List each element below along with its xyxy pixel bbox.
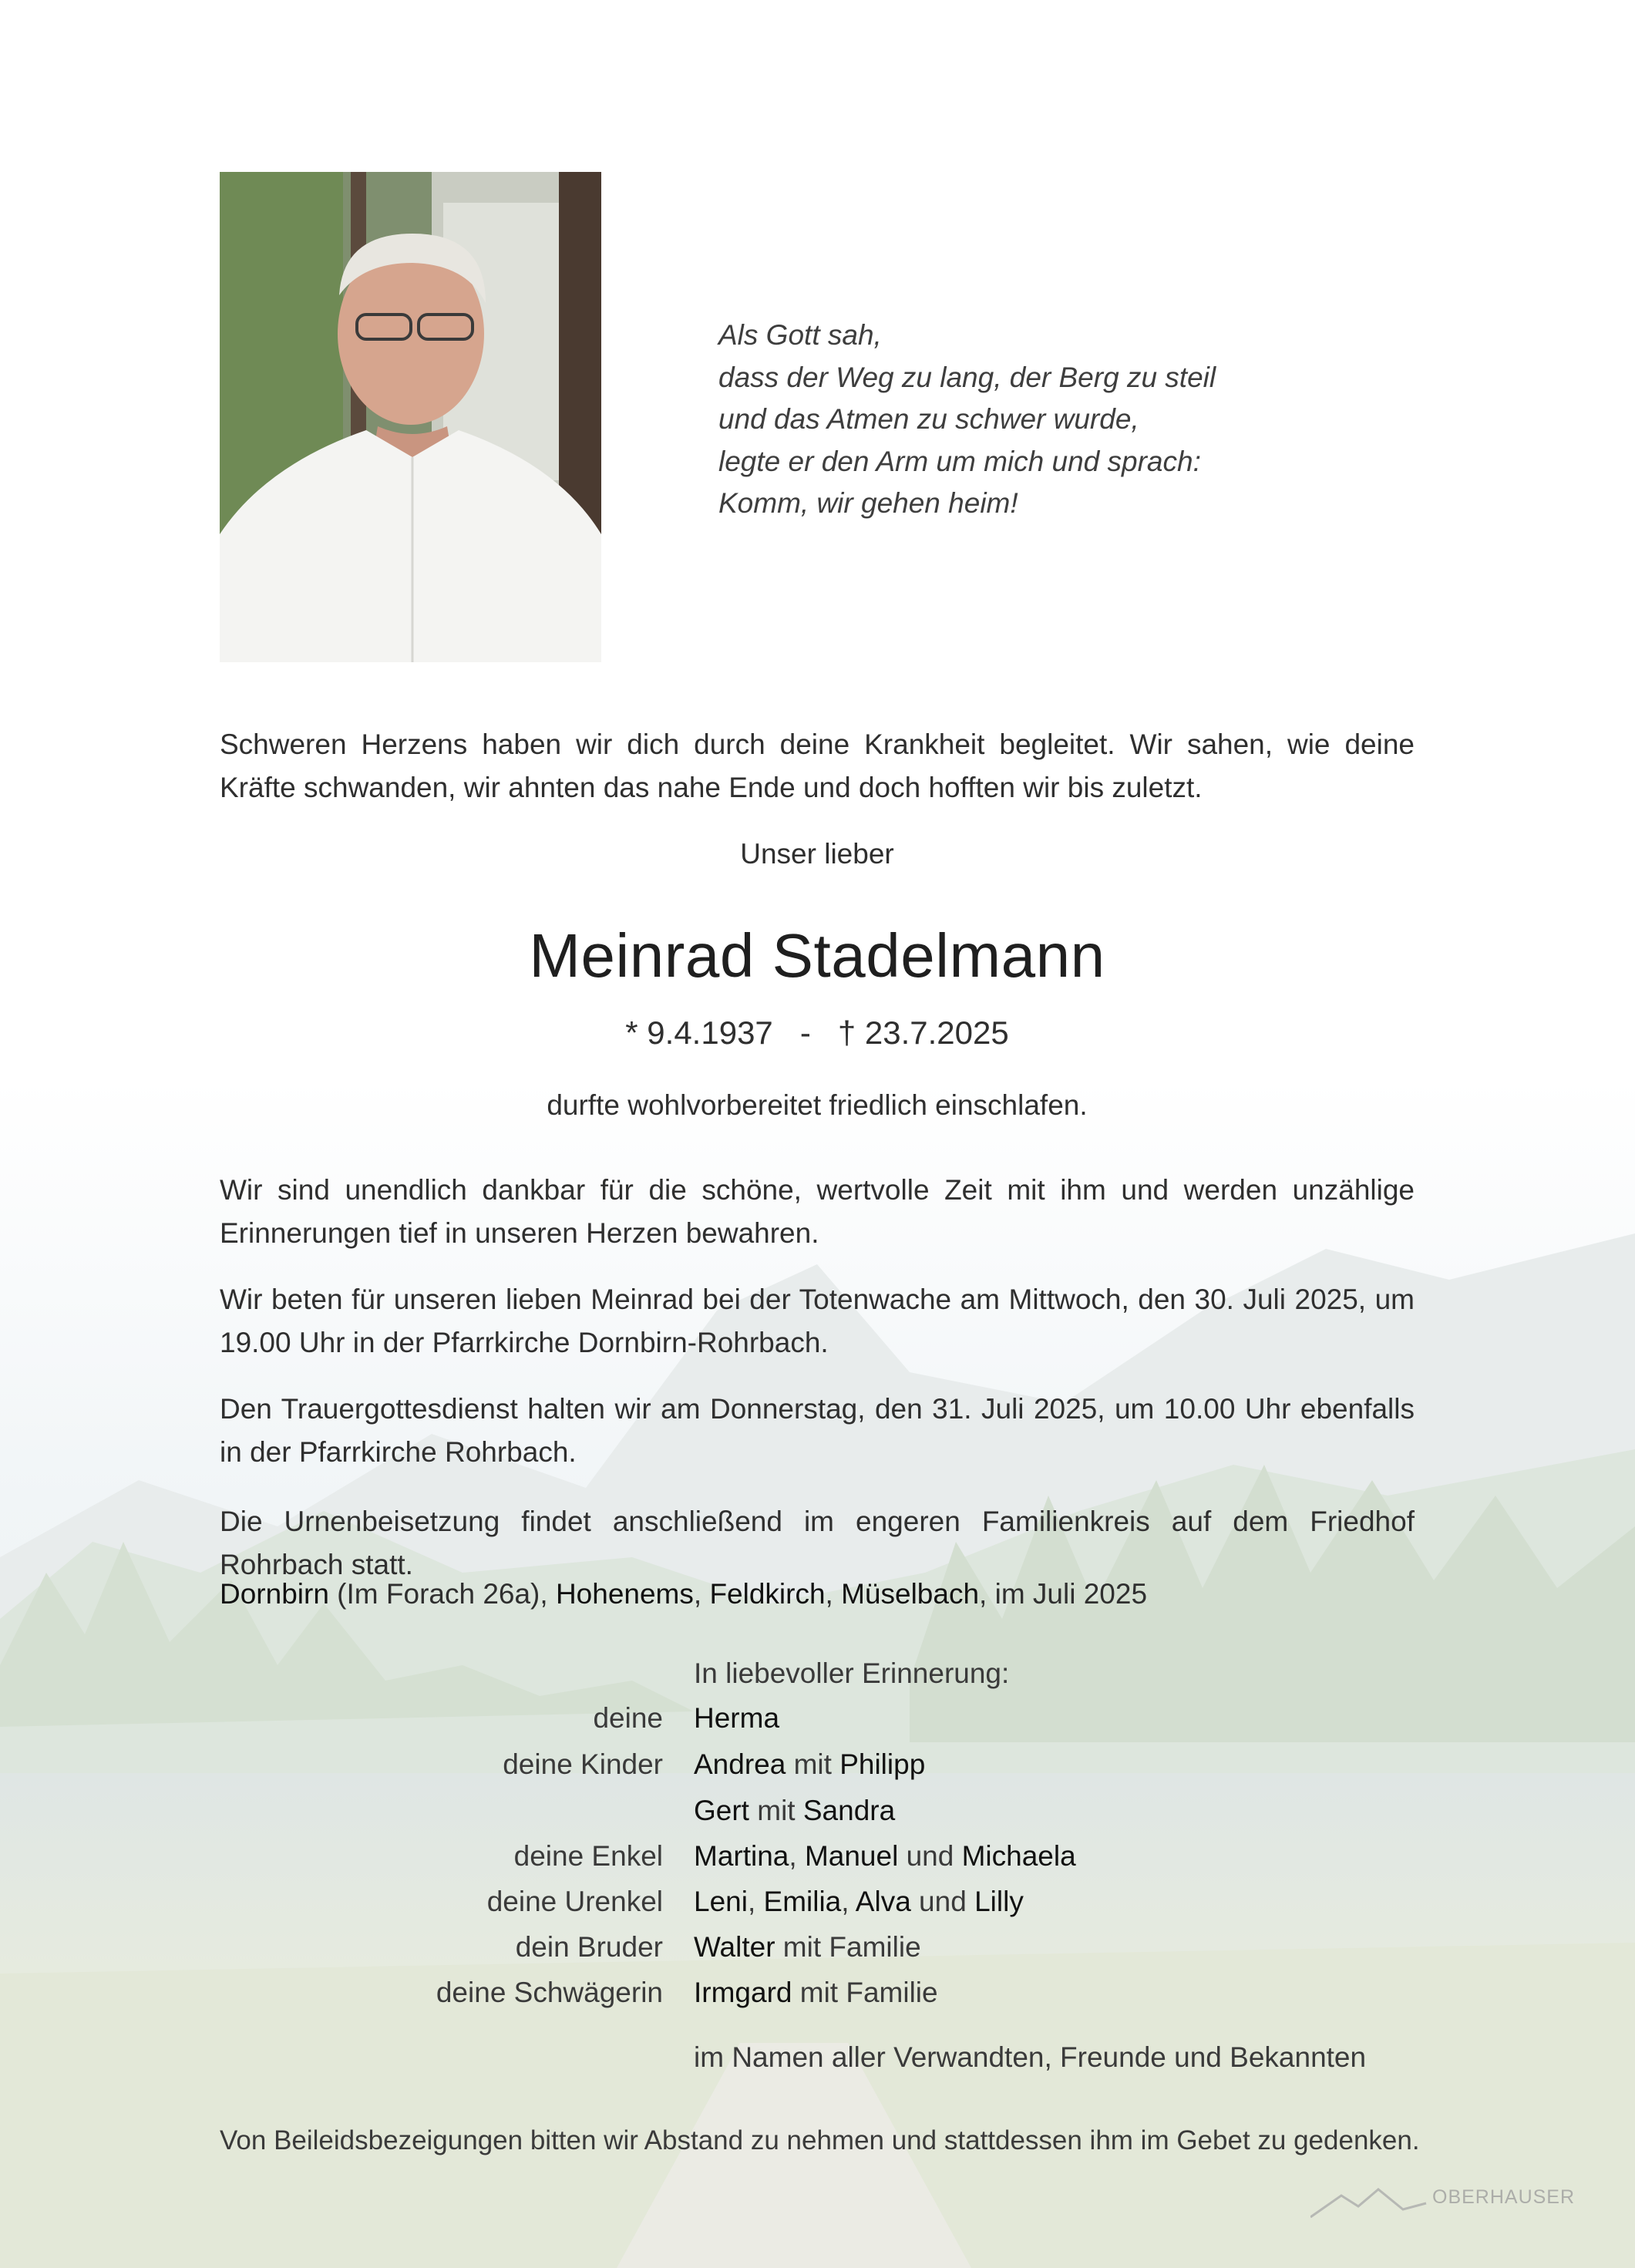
mourner-name: Emilia	[763, 1886, 842, 1917]
mourner-row	[220, 1795, 1453, 1839]
poem	[718, 315, 1258, 525]
gratitude-paragraph: Wir sind unendlich dankbar für die schöne, wertvolle Zeit mit ihm und werden unzählige Erinnerungen tief in unseren Herzen bewahren.	[220, 1174, 1415, 1249]
mourner-name: Lilly	[974, 1886, 1024, 1917]
mourner-name: Michaela	[961, 1840, 1076, 1872]
mourner-relation: dein Bruder	[515, 1931, 663, 1963]
mourners-closing-row	[220, 2041, 1453, 2086]
mourner-names	[694, 1977, 938, 2009]
mourner-row	[220, 1886, 1453, 1930]
mourner-names	[694, 1840, 1076, 1873]
mourner-name: Irmgard	[694, 1977, 792, 2008]
mourner-row	[220, 1840, 1453, 1885]
poem-line: dass der Weg zu lang, der Berg zu steil	[718, 361, 1216, 393]
intro-paragraph: Schweren Herzens haben wir dich durch deine Krankheit begleitet. Wir sahen, wie deine Kräfte schwanden, wir ahnten das nahe Ende und doch hofften wir bis zuletzt.	[220, 729, 1415, 803]
mourner-relation: deine Kinder	[503, 1748, 663, 1780]
mourner-relation: deine	[593, 1702, 663, 1734]
mourner-name: Philipp	[839, 1748, 926, 1780]
date-separator: -	[799, 1015, 811, 1051]
poem-line: und das Atmen zu schwer wurde,	[718, 403, 1139, 435]
mourner-row	[220, 1931, 1453, 1976]
mourner-name: Leni	[694, 1886, 748, 1917]
places-line	[220, 1573, 1147, 1616]
mourner-row	[220, 1702, 1453, 1747]
portrait-photo	[220, 172, 601, 662]
logo-text: OBERHAUSER	[1432, 2186, 1576, 2208]
poem-line: legte er den Arm um mich und sprach:	[718, 445, 1201, 477]
mourner-name: Sandra	[802, 1795, 896, 1826]
mountain-logo-icon	[1310, 2183, 1434, 2222]
passing-text: durfte wohlvorbereitet friedlich einschlafen.	[547, 1089, 1088, 1121]
birth-date: * 9.4.1937	[625, 1015, 773, 1051]
mourner-connector: und	[910, 1886, 975, 1917]
life-dates	[220, 1011, 1415, 1055]
mourner-row	[220, 1748, 1453, 1793]
place-name: Hohenems	[555, 1578, 694, 1610]
separator: ,	[825, 1578, 842, 1610]
place-name: Müselbach	[841, 1578, 980, 1610]
mourner-name: Walter	[694, 1931, 775, 1963]
place-name: Dornbirn	[220, 1578, 329, 1610]
mourner-connector: ,	[789, 1840, 805, 1872]
wake-paragraph: Wir beten für unseren lieben Meinrad bei der Totenwache am Mittwoch, den 30. Juli 2025, um 19.00 Uhr in der Pfarrkirche Dornbirn-Rohrbach.	[220, 1284, 1415, 1358]
mourner-relation: deine Urenkel	[486, 1886, 663, 1917]
mourners-heading: In liebevoller Erinnerung:	[694, 1657, 1010, 1689]
mourner-name: Herma	[694, 1702, 780, 1734]
mourner-connector: mit Familie	[792, 1977, 938, 2008]
funeral-home-logo	[1310, 2183, 1576, 2222]
place-name: Feldkirch	[709, 1578, 826, 1610]
mourner-name: Manuel	[804, 1840, 899, 1872]
mourner-connector: mit	[749, 1795, 803, 1826]
mourners-heading-row	[220, 1657, 1453, 1702]
mourner-relation: deine Enkel	[513, 1840, 663, 1872]
urn-burial-paragraph: Die Urnenbeisetzung findet anschließend im engeren Familienkreis auf dem Friedhof Rohrbach statt.	[220, 1506, 1415, 1580]
funeral-service-paragraph: Den Trauergottesdienst halten wir am Donnerstag, den 31. Juli 2025, um 10.00 Uhr ebenfalls in der Pfarrkirche Rohrbach.	[220, 1393, 1415, 1468]
mourner-connector: mit Familie	[775, 1931, 921, 1963]
mourner-connector: mit	[786, 1748, 840, 1780]
poem-line: Als Gott sah,	[718, 319, 882, 351]
mourner-names	[694, 1886, 1024, 1918]
mourner-name: Martina	[694, 1840, 789, 1872]
date-line-tail: , im Juli 2025	[979, 1578, 1148, 1610]
poem-line: Komm, wir gehen heim!	[718, 487, 1018, 519]
mourner-connector: ,	[841, 1886, 856, 1917]
condolence-note: Von Beileidsbezeigungen bitten wir Abstand zu nehmen und stattdessen ihm im Gebet zu gedenken.	[220, 2125, 1420, 2155]
separator: ,	[693, 1578, 710, 1610]
mourners-closing: im Namen aller Verwandten, Freunde und Bekannten	[694, 2041, 1367, 2073]
mourner-names	[694, 1748, 925, 1781]
place-detail: (Im Forach 26a),	[328, 1578, 556, 1610]
mourner-name: Alva	[855, 1886, 911, 1917]
mourner-name: Andrea	[694, 1748, 786, 1780]
mourner-name: Gert	[694, 1795, 749, 1826]
mourner-names	[694, 1931, 921, 1963]
mourner-connector: ,	[747, 1886, 764, 1917]
mourner-connector: und	[898, 1840, 962, 1872]
mourner-names	[694, 1795, 895, 1827]
deceased-name: Meinrad Stadelmann	[529, 921, 1105, 990]
mourner-relation: deine Schwägerin	[436, 1977, 663, 2008]
unser-lieber: Unser lieber	[740, 838, 894, 870]
mourner-row	[220, 1977, 1453, 2021]
mourner-names	[694, 1702, 779, 1735]
death-date: † 23.7.2025	[837, 1015, 1009, 1051]
